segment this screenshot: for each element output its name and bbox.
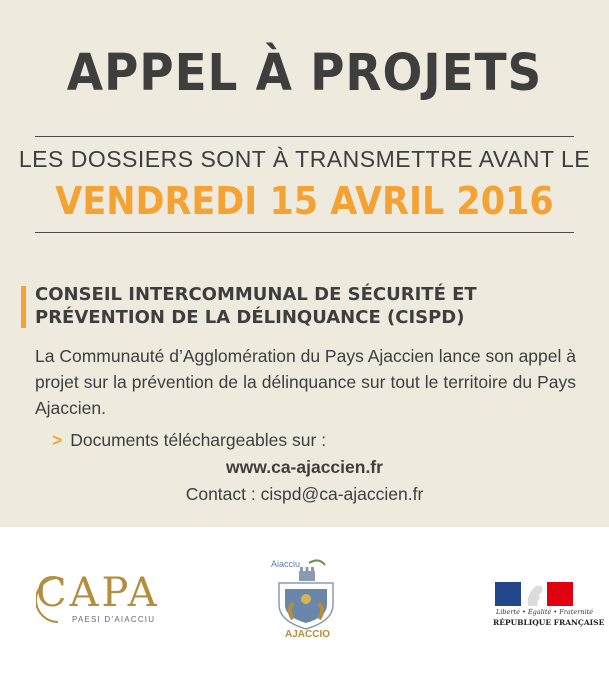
contact-email[interactable]: Contact : cispd@ca-ajaccien.fr [185, 484, 424, 504]
ajaccio-logo [271, 555, 341, 640]
section-title-line2: PRÉVENTION DE LA DÉLINQUANCE (CISPD) [35, 307, 465, 328]
deadline-intro: LES DOSSIERS SONT À TRANSMETTRE AVANT LE [18, 146, 591, 172]
website-link[interactable]: www.ca-ajaccien.fr [226, 457, 383, 477]
republique-francaise-logo [492, 580, 605, 630]
ajaccio-bottom-label: AJACCIO [285, 629, 331, 640]
coat-of-arms-icon [271, 555, 341, 635]
page-title: APPEL À PROJETS [66, 44, 543, 103]
documents-label: Documents téléchargeables sur : [70, 430, 327, 450]
republique-name: RÉPUBLIQUE FRANÇAISE [493, 618, 605, 627]
capa-logo [36, 570, 160, 632]
capa-subtitle: PAESI D’AIACCIU [72, 615, 156, 624]
section-body: La Communauté d’Agglomération du Pays Ajaccien lance son appel à projet sur la prévention de la délinquance sur tout le territoire du Pays Ajaccien. [35, 346, 576, 418]
french-flag-icon [492, 580, 576, 608]
section-accent-bar [21, 286, 26, 328]
deadline-date: VENDREDI 15 AVRIL 2016 [55, 179, 554, 223]
capa-wordmark: CAPA [36, 570, 160, 616]
divider-top [35, 136, 574, 137]
documents-line [52, 430, 326, 451]
chevron-right-icon: > [52, 430, 63, 450]
section-title-line1: CONSEIL INTERCOMMUNAL DE SÉCURITÉ ET [35, 284, 477, 305]
republique-motto: Liberté • Égalité • Fraternité [496, 608, 594, 616]
ajaccio-top-label: Aiacciu [271, 559, 301, 569]
section-title [35, 283, 575, 329]
divider-bottom [35, 232, 574, 233]
